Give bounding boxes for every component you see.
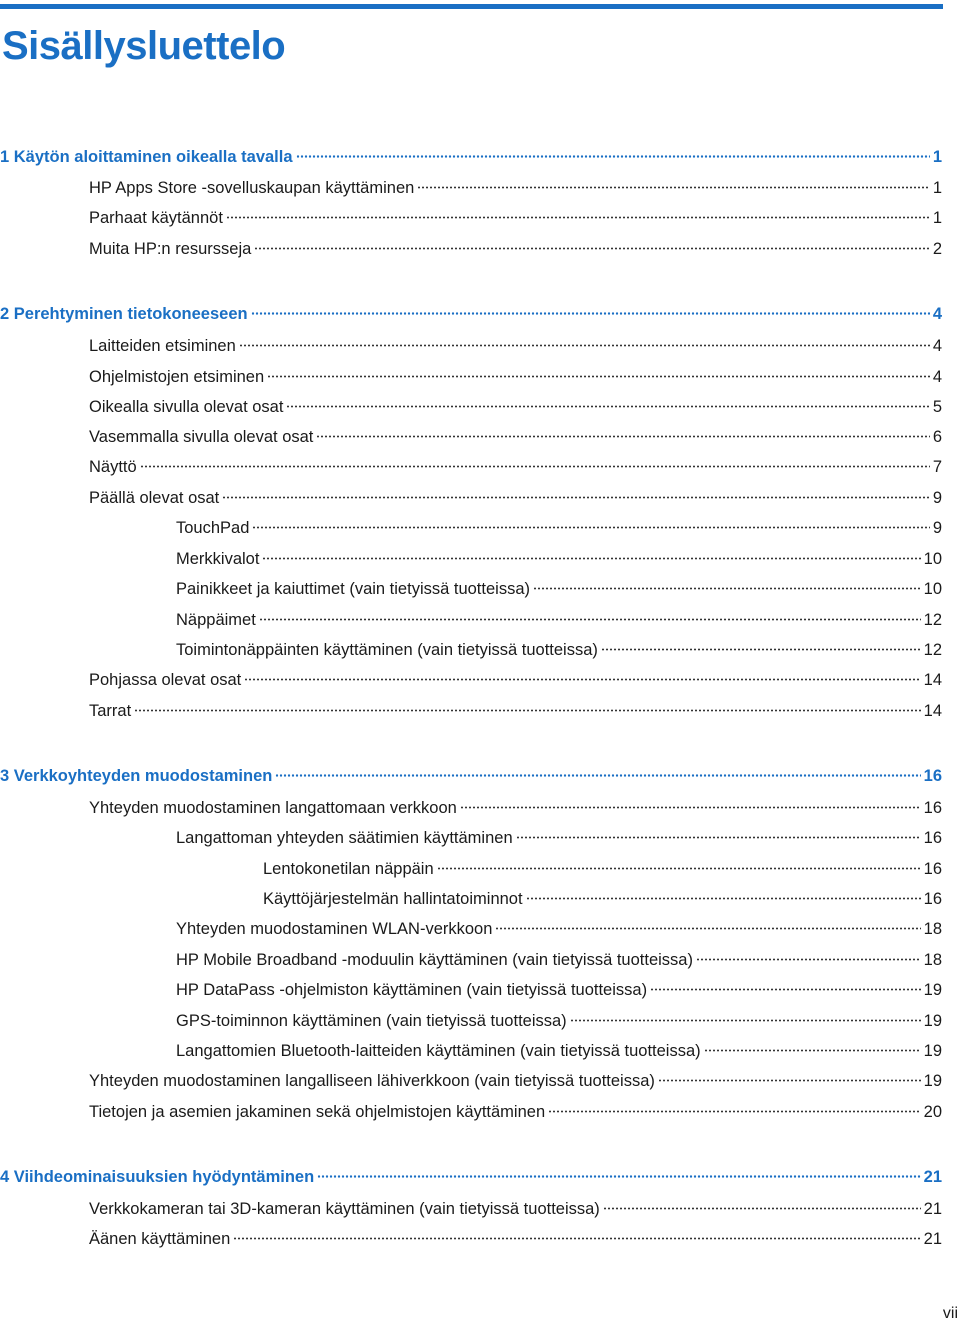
toc-entry[interactable]: [89, 485, 942, 511]
toc-entry[interactable]: [89, 454, 942, 480]
toc-entry-title: HP DataPass -ohjelmiston käyttäminen (vain tietyissä tuotteissa): [176, 981, 648, 999]
toc-entry-page: 7: [932, 458, 942, 476]
dot-leader: [222, 496, 930, 499]
toc-entry-title: Näyttö: [89, 458, 137, 476]
toc-entry-title: Yhteyden muodostaminen langattomaan verkkoon: [89, 799, 457, 817]
toc-entry-page: 21: [923, 1200, 942, 1218]
toc-entry-title: Ohjelmistojen etsiminen: [89, 368, 265, 386]
dot-leader: [226, 216, 930, 219]
toc-entry-title: Yhteyden muodostaminen langalliseen lähiverkkoon (vain tietyissä tuotteissa): [89, 1072, 655, 1090]
toc-entry-page: 12: [923, 611, 942, 629]
dot-leader: [495, 927, 920, 930]
dot-leader: [316, 435, 929, 438]
toc-entry[interactable]: [89, 1099, 942, 1125]
dot-leader: [460, 806, 921, 809]
dot-leader: [516, 836, 921, 839]
toc-entry-title: Laitteiden etsiminen: [89, 337, 236, 355]
toc-entry-page: 4: [932, 368, 942, 386]
toc-entry-title: GPS-toiminnon käyttäminen (vain tietyissä tuotteissa): [176, 1012, 567, 1030]
toc-entry[interactable]: [176, 546, 942, 572]
toc-entry-title: Langattoman yhteyden säätimien käyttäminen: [176, 829, 513, 847]
toc-entry-page: 16: [923, 860, 942, 878]
toc-entry[interactable]: [89, 1226, 942, 1252]
toc-entry[interactable]: [89, 175, 942, 201]
toc-entry-title: Päällä olevat osat: [89, 489, 220, 507]
toc-entry-page: 16: [923, 767, 942, 785]
toc-entry-title: Käyttöjärjestelmän hallintatoiminnot: [263, 890, 523, 908]
toc-entry[interactable]: [263, 886, 942, 912]
dot-leader: [533, 587, 921, 590]
toc-entry[interactable]: [176, 576, 942, 602]
toc-entry-page: 10: [923, 550, 942, 568]
toc-entry-title: Lentokonetilan näppäin: [263, 860, 434, 878]
toc-entry-title: Verkkokameran tai 3D-kameran käyttäminen (vain tietyissä tuotteissa): [89, 1200, 600, 1218]
toc-entry-page: 9: [932, 489, 942, 507]
dot-leader: [262, 557, 920, 560]
toc-entry-page: 4: [932, 337, 942, 355]
toc-entry-title: Pohjassa olevat osat: [89, 671, 242, 689]
toc-entry[interactable]: [89, 698, 942, 724]
dot-leader: [570, 1019, 921, 1022]
dot-leader: [251, 312, 930, 315]
toc-entry-title: Tietojen ja asemien jakaminen sekä ohjelmistojen käyttäminen: [89, 1103, 546, 1121]
toc-entry-page: 14: [923, 671, 942, 689]
toc-entry[interactable]: [89, 1068, 942, 1094]
page-title: Sisällysluettelo: [2, 24, 286, 68]
toc-chapter-entry[interactable]: [0, 1164, 942, 1190]
toc-entry-page: 1: [932, 209, 942, 227]
toc-entry-page: 21: [923, 1168, 942, 1186]
toc-entry[interactable]: [89, 667, 942, 693]
dot-leader: [267, 375, 930, 378]
toc-entry-page: 19: [923, 1012, 942, 1030]
dot-leader: [140, 465, 930, 468]
toc-entry-page: 5: [932, 398, 942, 416]
dot-leader: [437, 867, 921, 870]
toc-chapter-entry[interactable]: [0, 144, 942, 170]
toc-entry[interactable]: [89, 424, 942, 450]
toc-entry-title: Yhteyden muodostaminen WLAN-verkkoon: [176, 920, 493, 938]
toc-entry[interactable]: [89, 364, 942, 390]
toc-entry-page: 21: [923, 1230, 942, 1248]
toc-entry-title: Toimintonäppäinten käyttäminen (vain tietyissä tuotteissa): [176, 641, 598, 659]
dot-leader: [134, 709, 920, 712]
toc-entry-page: 4: [932, 305, 942, 323]
dot-leader: [317, 1175, 920, 1178]
toc-entry-title: Parhaat käytännöt: [89, 209, 223, 227]
toc-entry-page: 10: [923, 580, 942, 598]
toc-entry-page: 19: [923, 1072, 942, 1090]
toc-entry-page: 1: [932, 148, 942, 166]
toc-entry[interactable]: [176, 607, 942, 633]
toc-entry-page: 16: [923, 829, 942, 847]
toc-entry-title: HP Mobile Broadband -moduulin käyttäminen (vain tietyissä tuotteissa): [176, 951, 693, 969]
toc-entry[interactable]: [89, 236, 942, 262]
toc-entry-title: Painikkeet ja kaiuttimet (vain tietyissä tuotteissa): [176, 580, 530, 598]
toc-entry-page: 2: [932, 240, 942, 258]
toc-entry-page: 16: [923, 799, 942, 817]
dot-leader: [254, 247, 930, 250]
toc-entry[interactable]: [89, 205, 942, 231]
toc-chapter-entry[interactable]: [0, 301, 942, 327]
toc-entry-page: 12: [923, 641, 942, 659]
toc-entry[interactable]: [176, 1008, 942, 1034]
dot-leader: [286, 405, 929, 408]
dot-leader: [239, 344, 930, 347]
dot-leader: [548, 1110, 921, 1113]
dot-leader: [658, 1079, 921, 1082]
toc-entry-title: Oikealla sivulla olevat osat: [89, 398, 284, 416]
toc-entry[interactable]: [176, 916, 942, 942]
toc-entry-title: Muita HP:n resursseja: [89, 240, 252, 258]
toc-entry-page: 20: [923, 1103, 942, 1121]
toc-entry[interactable]: [176, 825, 942, 851]
toc-entry-title: 4 Viihdeominaisuuksien hyödyntäminen: [0, 1168, 315, 1186]
toc-entry[interactable]: [89, 1196, 942, 1222]
dot-leader: [252, 526, 929, 529]
toc-entry-title: Äänen käyttäminen: [89, 1230, 231, 1248]
toc-entry-title: Tarrat: [89, 702, 132, 720]
dot-leader: [696, 958, 921, 961]
dot-leader: [259, 618, 921, 621]
toc-entry[interactable]: [176, 977, 942, 1003]
toc-entry-page: 18: [923, 951, 942, 969]
toc-entry-title: 3 Verkkoyhteyden muodostaminen: [0, 767, 273, 785]
toc-entry[interactable]: [89, 394, 942, 420]
toc-entry-page: 19: [923, 1042, 942, 1060]
dot-leader: [704, 1049, 921, 1052]
toc-entry[interactable]: [89, 333, 942, 359]
dot-leader: [233, 1237, 920, 1240]
toc-entry-page: 1: [932, 179, 942, 197]
toc-entry[interactable]: [176, 1038, 942, 1064]
toc-entry[interactable]: [263, 856, 942, 882]
page-number: vii: [942, 1305, 958, 1322]
toc-entry-title: TouchPad: [176, 519, 250, 537]
toc-entry-page: 16: [923, 890, 942, 908]
toc-entry[interactable]: [89, 795, 942, 821]
toc-entry-page: 18: [923, 920, 942, 938]
toc-entry-page: 19: [923, 981, 942, 999]
dot-leader: [650, 988, 921, 991]
toc-entry-title: 1 Käytön aloittaminen oikealla tavalla: [0, 148, 293, 166]
toc-entry[interactable]: [176, 515, 942, 541]
dot-leader: [603, 1207, 921, 1210]
toc-entry-title: HP Apps Store -sovelluskaupan käyttäminen: [89, 179, 415, 197]
toc-entry-page: 14: [923, 702, 942, 720]
toc-entry-title: Vasemmalla sivulla olevat osat: [89, 428, 314, 446]
dot-leader: [275, 774, 920, 777]
toc-entry-page: 9: [932, 519, 942, 537]
dot-leader: [244, 678, 920, 681]
toc-chapter-entry[interactable]: [0, 763, 942, 789]
dot-leader: [526, 897, 921, 900]
dot-leader: [417, 186, 930, 189]
toc-entry-title: Näppäimet: [176, 611, 256, 629]
dot-leader: [601, 648, 921, 651]
toc-entry-title: Langattomien Bluetooth-laitteiden käyttäminen (vain tietyissä tuotteissa): [176, 1042, 701, 1060]
toc-entry-page: 6: [932, 428, 942, 446]
toc-entry-title: Merkkivalot: [176, 550, 260, 568]
dot-leader: [296, 155, 930, 158]
toc-entry-title: 2 Perehtyminen tietokoneeseen: [0, 305, 248, 323]
toc-entry[interactable]: [176, 947, 942, 973]
toc-entry[interactable]: [176, 637, 942, 663]
